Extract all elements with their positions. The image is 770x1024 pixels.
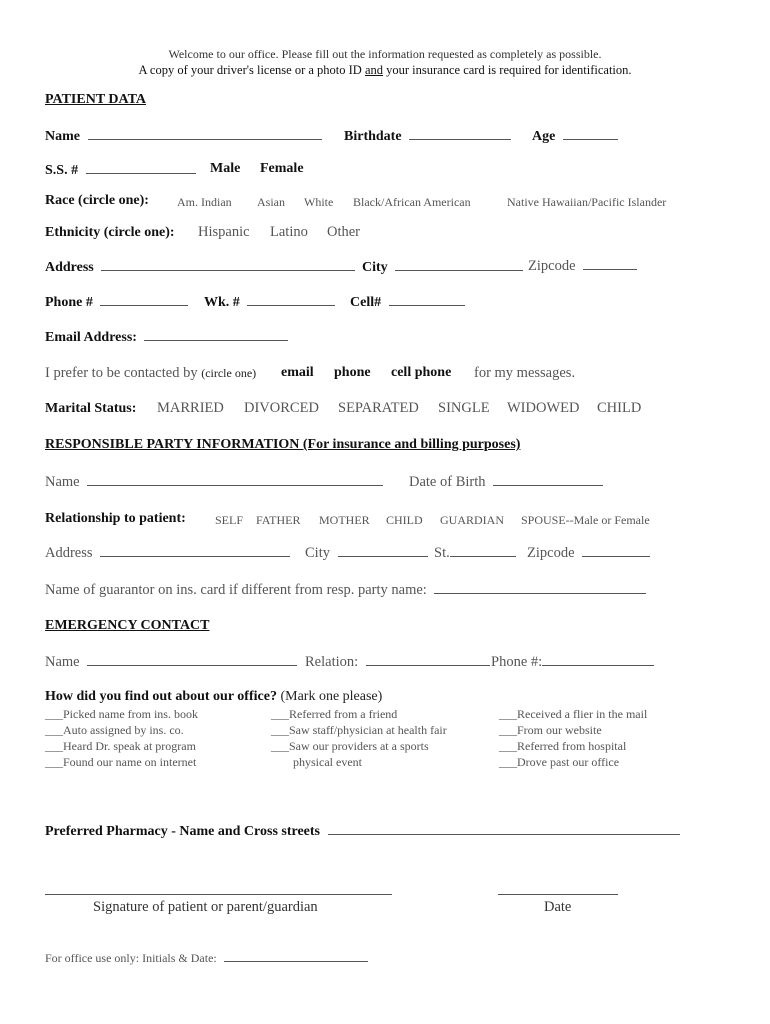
birthdate-field[interactable]: Birthdate bbox=[344, 127, 511, 145]
referral-option[interactable]: ___Saw staff/physician at health fair bbox=[271, 723, 447, 737]
ss-field[interactable]: S.S. # bbox=[45, 161, 196, 179]
office-use-field[interactable]: For office use only: Initials & Date: bbox=[45, 949, 368, 966]
contact-option-cell[interactable]: cell phone bbox=[391, 365, 452, 380]
city-field[interactable]: City bbox=[362, 258, 523, 276]
referral-option-continued: physical event bbox=[293, 755, 362, 769]
referral-question: How did you find out about our office? (Mark one please) bbox=[45, 689, 383, 704]
referral-option[interactable]: ___Saw our providers at a sports bbox=[271, 739, 429, 753]
resp-address-field[interactable]: Address bbox=[45, 544, 290, 562]
referral-option[interactable]: ___Referred from hospital bbox=[499, 739, 627, 753]
relationship-option[interactable]: SPOUSE--Male or Female bbox=[521, 513, 650, 527]
relationship-option[interactable]: MOTHER bbox=[319, 513, 370, 527]
date-label: Date bbox=[544, 899, 572, 915]
ethnicity-option[interactable]: Other bbox=[327, 224, 361, 240]
email-field[interactable]: Email Address: bbox=[45, 328, 288, 346]
relationship-option[interactable]: CHILD bbox=[386, 513, 423, 527]
marital-option[interactable]: WIDOWED bbox=[507, 400, 580, 416]
emergency-contact-heading: EMERGENCY CONTACT bbox=[45, 618, 210, 633]
race-option[interactable]: Black/African American bbox=[353, 195, 471, 209]
referral-option[interactable]: ___Received a flier in the mail bbox=[499, 707, 648, 721]
referral-option[interactable]: ___Heard Dr. speak at program bbox=[45, 739, 196, 753]
contact-option-email[interactable]: email bbox=[281, 365, 314, 380]
marital-option[interactable]: SINGLE bbox=[438, 400, 490, 416]
referral-option[interactable]: ___From our website bbox=[499, 723, 602, 737]
phone-field[interactable]: Phone # bbox=[45, 293, 188, 311]
intro-line-1: Welcome to our office. Please fill out the information requested as completely as possible. bbox=[168, 47, 602, 61]
relationship-label: Relationship to patient: bbox=[45, 511, 186, 526]
emergency-phone-field[interactable]: Phone #: bbox=[491, 653, 654, 671]
resp-name-field[interactable]: Name bbox=[45, 473, 383, 491]
signature-label: Signature of patient or parent/guardian bbox=[93, 899, 318, 915]
referral-option[interactable]: ___Found our name on internet bbox=[45, 755, 197, 769]
relationship-option[interactable]: GUARDIAN bbox=[440, 513, 504, 527]
work-phone-field[interactable]: Wk. # bbox=[204, 293, 335, 311]
referral-option[interactable]: ___Auto assigned by ins. co. bbox=[45, 723, 184, 737]
resp-zipcode-field[interactable]: Zipcode bbox=[527, 544, 650, 562]
contact-option-phone[interactable]: phone bbox=[334, 365, 371, 380]
zipcode-field[interactable]: Zipcode bbox=[528, 257, 637, 275]
relationship-option[interactable]: SELF bbox=[215, 513, 244, 527]
marital-label: Marital Status: bbox=[45, 401, 137, 416]
race-option[interactable]: Native Hawaiian/Pacific Islander bbox=[507, 195, 667, 209]
race-option[interactable]: Asian bbox=[257, 195, 285, 209]
referral-option[interactable]: ___Drove past our office bbox=[499, 755, 620, 769]
race-label: Race (circle one): bbox=[45, 193, 149, 208]
marital-option[interactable]: CHILD bbox=[597, 400, 642, 416]
marital-option[interactable]: SEPARATED bbox=[338, 400, 419, 416]
referral-option[interactable]: ___Referred from a friend bbox=[271, 707, 398, 721]
ethnicity-option[interactable]: Latino bbox=[270, 224, 308, 240]
emergency-name-field[interactable]: Name bbox=[45, 653, 297, 671]
resp-dob-field[interactable]: Date of Birth bbox=[409, 473, 603, 491]
male-option[interactable]: Male bbox=[210, 161, 241, 176]
ethnicity-option[interactable]: Hispanic bbox=[198, 224, 250, 240]
contact-suffix: for my messages. bbox=[474, 365, 576, 381]
emergency-relation-field[interactable]: Relation: bbox=[305, 653, 490, 671]
contact-preference: I prefer to be contacted by (circle one) bbox=[45, 365, 257, 381]
guarantor-field[interactable]: Name of guarantor on ins. card if different from resp. party name: bbox=[45, 581, 646, 599]
name-field[interactable]: Name bbox=[45, 127, 322, 145]
pharmacy-field[interactable]: Preferred Pharmacy - Name and Cross streets bbox=[45, 822, 680, 840]
patient-data-heading: PATIENT DATA bbox=[45, 92, 146, 107]
cell-phone-field[interactable]: Cell# bbox=[350, 293, 465, 311]
signature-line[interactable] bbox=[45, 894, 392, 895]
race-option[interactable]: Am. Indian bbox=[177, 195, 232, 209]
female-option[interactable]: Female bbox=[260, 161, 304, 176]
address-field[interactable]: Address bbox=[45, 258, 355, 276]
date-line[interactable] bbox=[498, 894, 618, 895]
referral-option[interactable]: ___Picked name from ins. book bbox=[45, 707, 198, 721]
resp-city-field[interactable]: City bbox=[305, 544, 428, 562]
race-option[interactable]: White bbox=[304, 195, 334, 209]
marital-option[interactable]: DIVORCED bbox=[244, 400, 319, 416]
marital-option[interactable]: MARRIED bbox=[157, 400, 224, 416]
relationship-option[interactable]: FATHER bbox=[256, 513, 301, 527]
responsible-party-heading: RESPONSIBLE PARTY INFORMATION (For insurance and billing purposes) bbox=[45, 437, 521, 452]
ethnicity-label: Ethnicity (circle one): bbox=[45, 225, 175, 240]
resp-state-field[interactable]: St. bbox=[434, 544, 516, 562]
age-field[interactable]: Age bbox=[532, 127, 618, 145]
intro-line-2: A copy of your driver's license or a photo ID and your insurance card is required for identification. bbox=[138, 63, 632, 77]
